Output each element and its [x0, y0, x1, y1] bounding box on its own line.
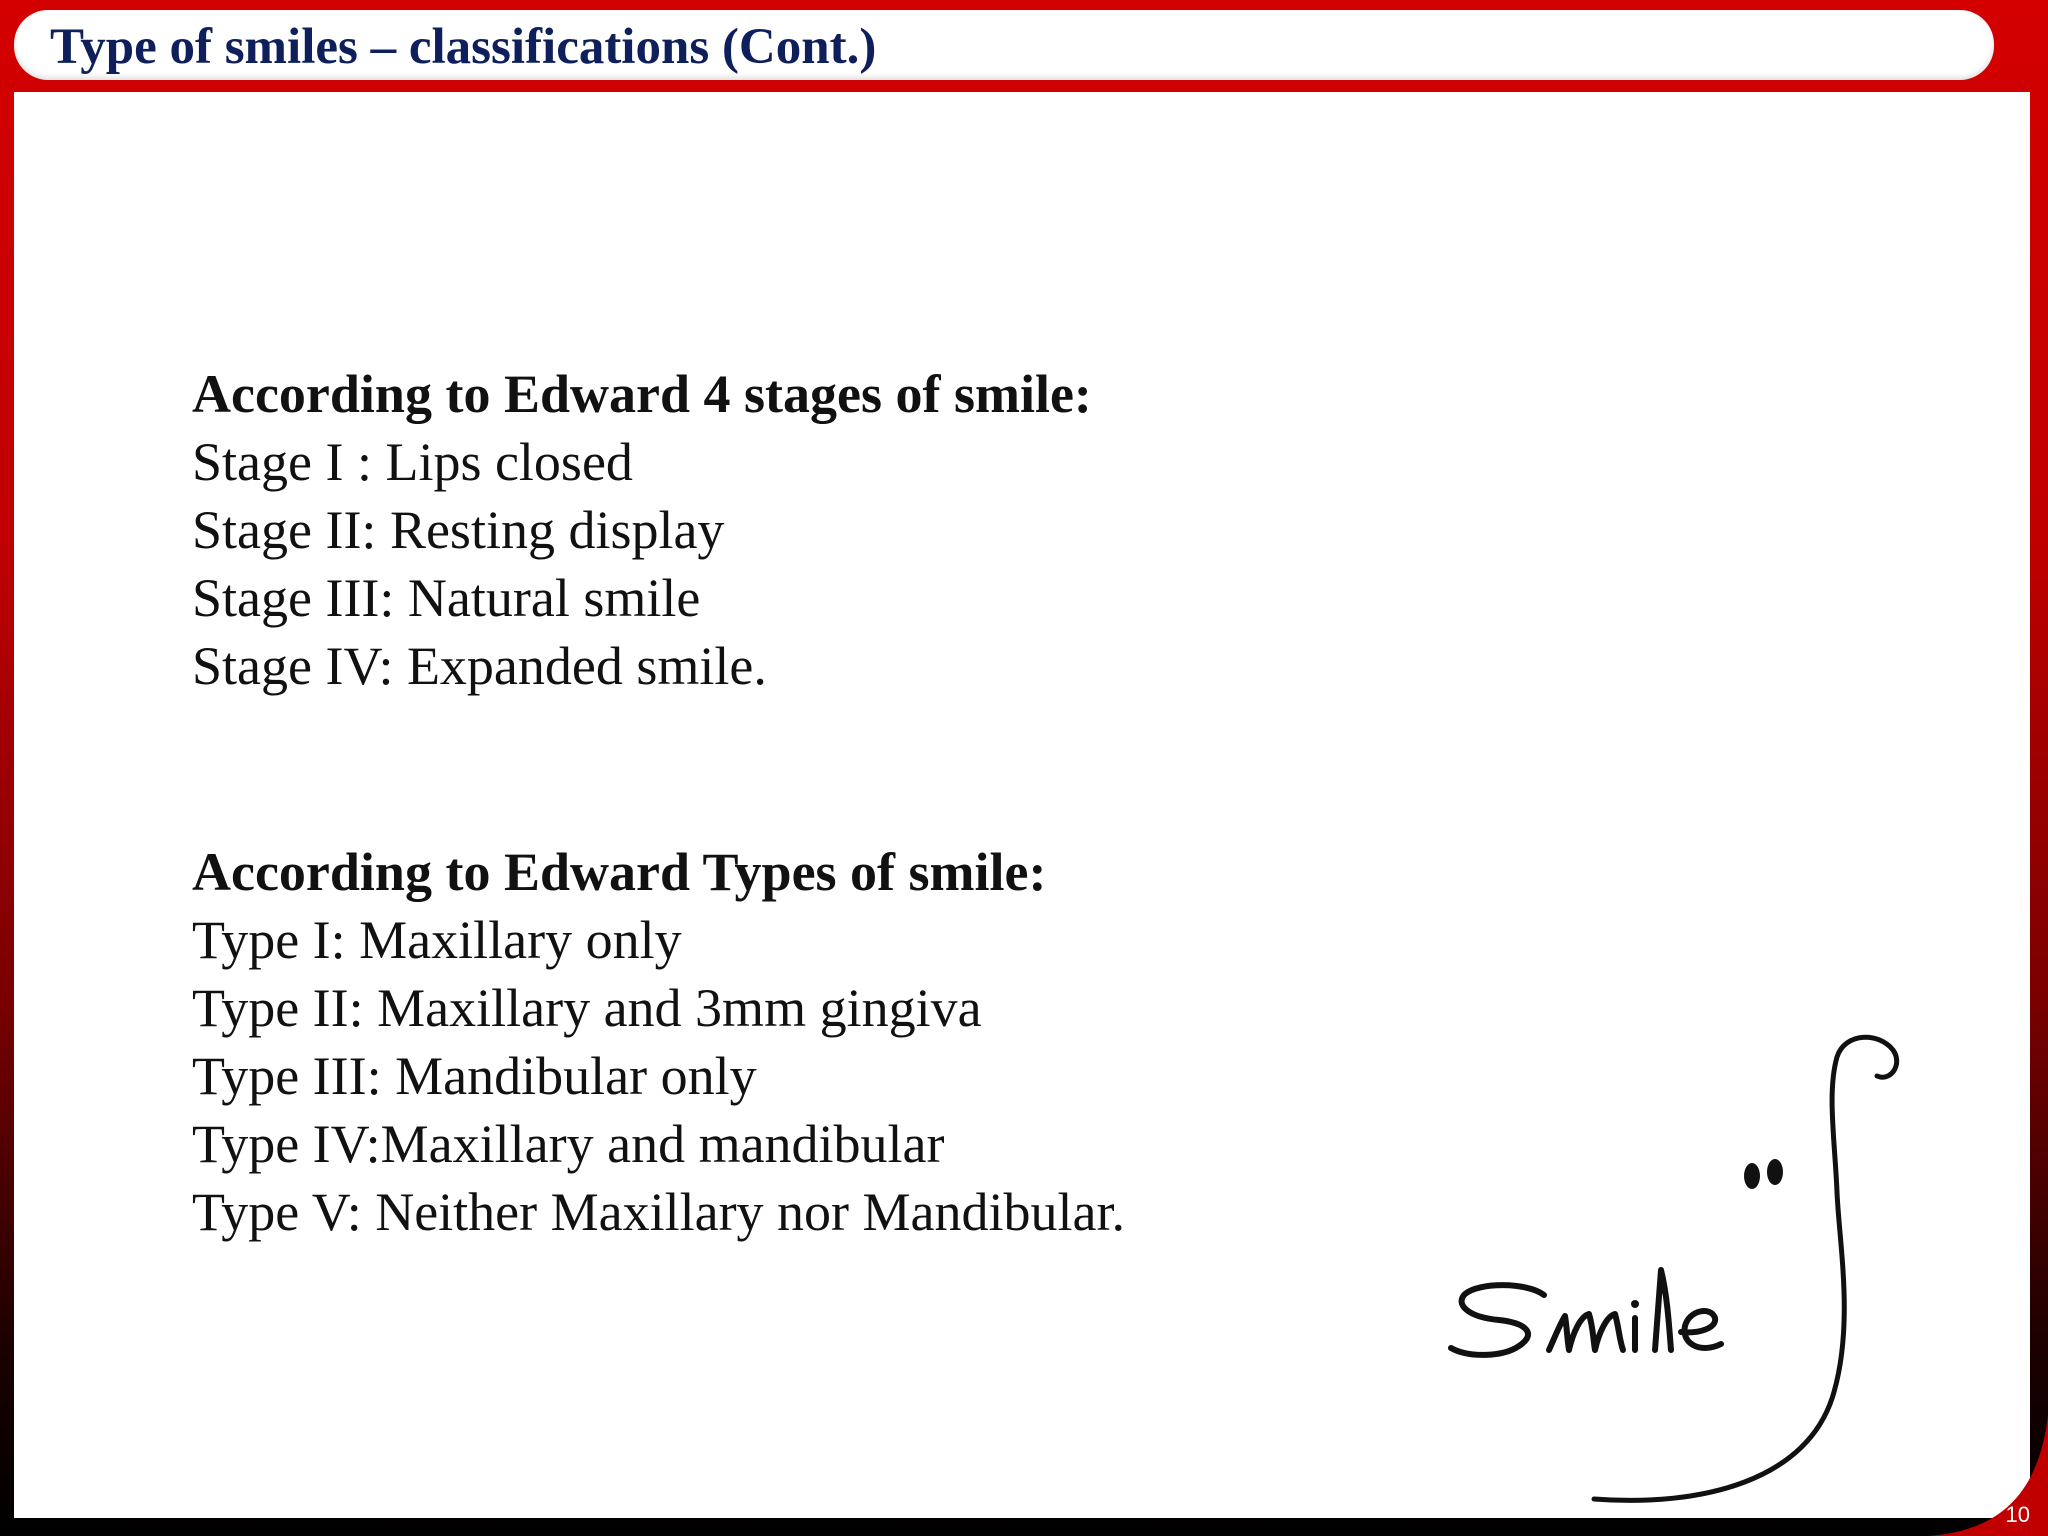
- type-item: Type II: Maxillary and 3mm gingiva: [192, 978, 982, 1038]
- stage-item: Stage I : Lips closed: [192, 432, 633, 492]
- stage-item: Stage II: Resting display: [192, 500, 725, 560]
- type-item: Type III: Mandibular only: [192, 1046, 757, 1106]
- slide-title: Type of smiles – classifications (Cont.): [50, 19, 877, 75]
- title-bar: [14, 10, 1994, 80]
- types-heading: According to Edward Types of smile:: [192, 842, 1047, 902]
- slide-content: [14, 92, 2030, 1518]
- corner-tab: [1928, 1416, 2048, 1536]
- types-section: [192, 838, 1125, 1246]
- stage-item: Stage IV: Expanded smile.: [192, 636, 767, 696]
- type-item: Type V: Neither Maxillary nor Mandibular.: [192, 1182, 1126, 1242]
- page-number: 10: [2005, 1502, 2030, 1527]
- type-item: Type IV:Maxillary and mandibular: [192, 1114, 945, 1174]
- stage-item: Stage III: Natural smile: [192, 568, 701, 628]
- type-item: Type I: Maxillary only: [192, 910, 682, 970]
- smile-logo-icon: [1409, 1032, 1929, 1512]
- stages-heading: According to Edward 4 stages of smile:: [192, 364, 1092, 424]
- stages-section: [192, 360, 1092, 700]
